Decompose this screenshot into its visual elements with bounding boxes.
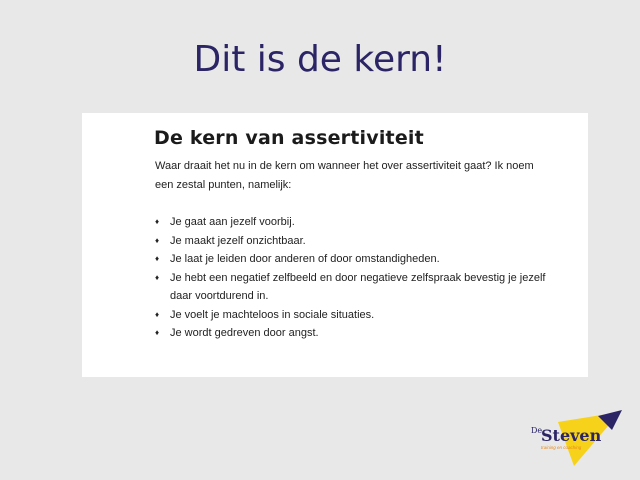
slide-title: Dit is de kern! (193, 39, 447, 80)
diamond-bullet-icon: ♦ (155, 217, 160, 226)
de-steven-logo (528, 408, 624, 468)
list-item (155, 269, 555, 306)
diamond-bullet-icon: ♦ (155, 309, 160, 319)
logo-name: Steven (541, 426, 602, 445)
list-item-text: Je wordt gedreven door angst. (170, 327, 319, 339)
list-item-text: Je gaat aan jezelf voorbij. (170, 216, 295, 228)
card-intro: Waar draait het nu in de kern om wanneer het over assertiviteit gaat? Ik noem een zestal punten, namelijk: (155, 160, 534, 191)
diamond-bullet-icon: ♦ (155, 235, 160, 245)
list-item-text: Je hebt een negatief zelfbeeld en door negatieve zelfspraak bevestig je jezelf daar voortdurend in. (170, 271, 546, 302)
diamond-bullet-icon: ♦ (155, 254, 160, 263)
list-item (155, 250, 555, 269)
logo-tagline: training en coaching (541, 445, 582, 450)
list-item-text: Je voelt je machteloos in sociale situaties. (170, 308, 375, 321)
list-item-text: Je laat je leiden door anderen of door omstandigheden. (170, 253, 440, 265)
diamond-bullet-icon: ♦ (155, 272, 160, 282)
content-card (82, 113, 588, 377)
list-item (155, 213, 555, 232)
bullet-list (155, 213, 555, 343)
list-item (155, 324, 555, 343)
diamond-bullet-icon: ♦ (155, 328, 160, 337)
list-item-text: Je maakt jezelf onzichtbaar. (170, 234, 306, 247)
list-item (155, 306, 555, 325)
list-item (155, 232, 555, 251)
logo-prefix: De (531, 426, 543, 435)
card-heading: De kern van assertiviteit (154, 127, 424, 149)
